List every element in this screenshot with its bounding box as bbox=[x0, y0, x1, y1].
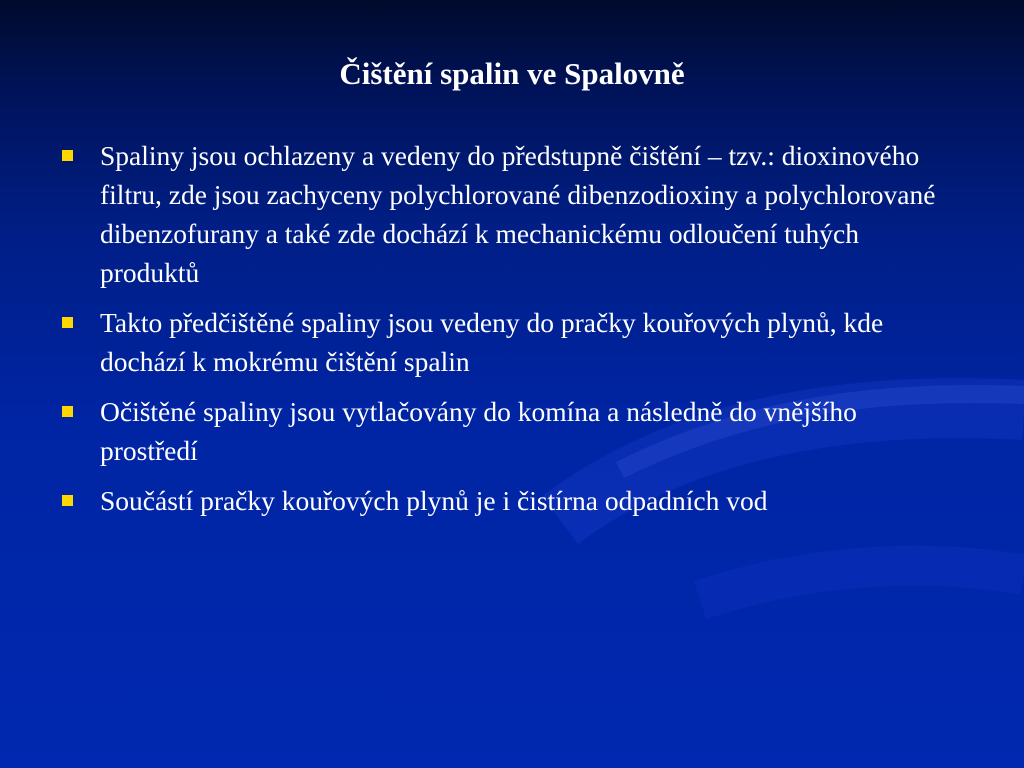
bullet-list bbox=[60, 136, 960, 531]
bullet-square-icon bbox=[62, 495, 73, 506]
bullet-square-icon bbox=[62, 150, 73, 161]
bullet-square-icon bbox=[62, 317, 73, 328]
bullet-text: Součástí pračky kouřových plynů je i čistírna odpadních vod bbox=[100, 485, 768, 516]
bullet-item bbox=[60, 392, 960, 470]
bullet-item bbox=[60, 303, 960, 381]
bullet-item bbox=[60, 481, 960, 520]
bullet-item bbox=[60, 136, 960, 292]
bullet-text: Spaliny jsou ochlazeny a vedeny do předstupně čištění – tzv.: dioxinového filtru, zde jsou zachyceny polychlorované dibenzodioxiny a polychlorované dibenzofurany a také zde dochází k mechanickému odloučení tuhých produktů bbox=[100, 140, 936, 288]
bullet-square-icon bbox=[62, 406, 73, 417]
bullet-text: Takto předčištěné spaliny jsou vedeny do pračky kouřových plynů, kde dochází k mokrému čištění spalin bbox=[100, 307, 884, 377]
bullet-text: Očištěné spaliny jsou vytlačovány do komína a následně do vnějšího prostředí bbox=[100, 396, 857, 466]
slide-title: Čištění spalin ve Spalovně bbox=[339, 56, 685, 91]
